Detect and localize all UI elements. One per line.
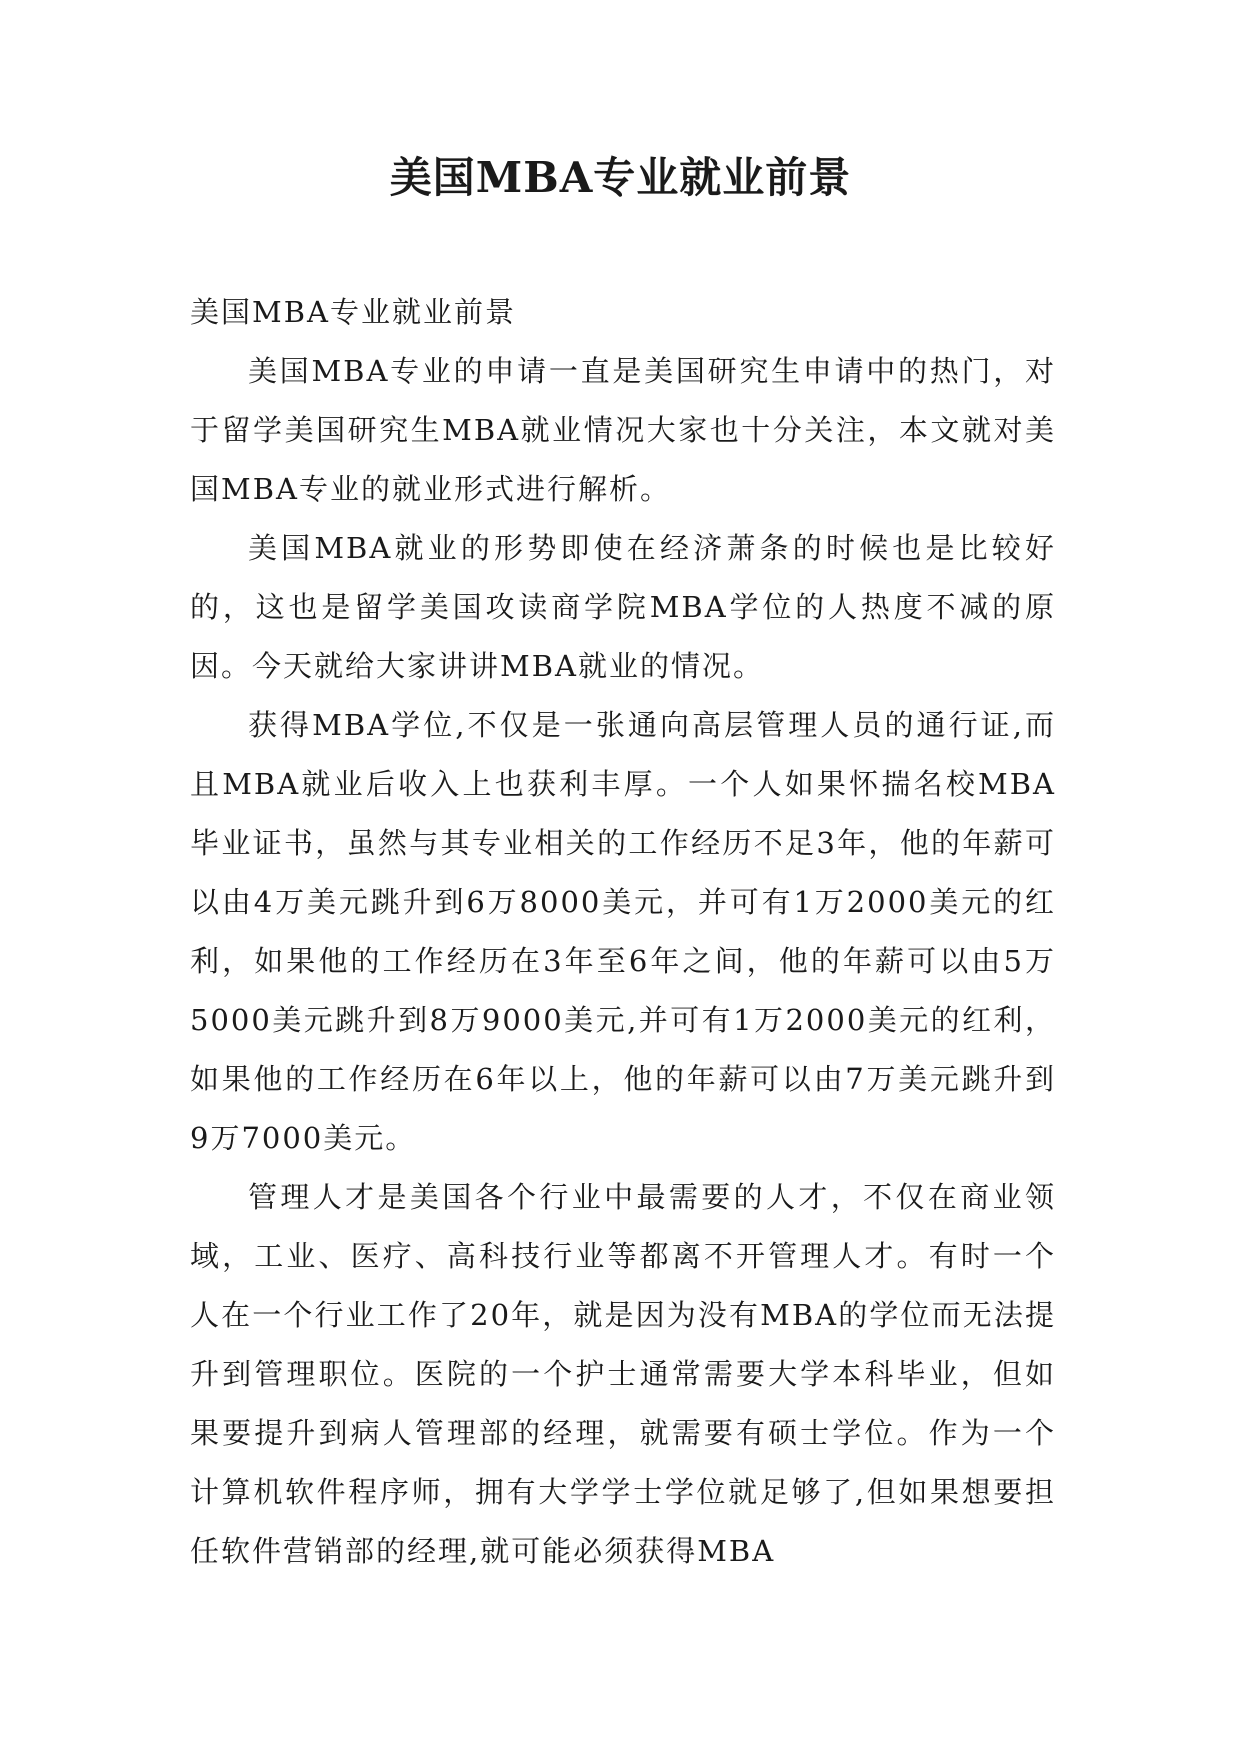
- document-subtitle: 美国MBA专业就业前景: [190, 295, 516, 329]
- body-paragraph: 美国MBA专业的申请一直是美国研究生申请中的热门，对于留学美国研究生MBA就业情况大家也十分关注，本文就对美国MBA专业的就业形式进行解析。: [190, 354, 1056, 506]
- document-title: 美国MBA专业就业前景: [389, 153, 852, 202]
- body-paragraph: 获得MBA学位,不仅是一张通向高层管理人员的通行证,而且MBA就业后收入上也获利丰厚。一个人如果怀揣名校MBA毕业证书，虽然与其专业相关的工作经历不足3年，他的年薪可以由4万美元跳升到6万8000美元，并可有1万2000美元的红利，如果他的工作经历在3年至6年之间，他的年薪可以由5万5000美元跳升到8万9000美元,并可有1万2000美元的红利，如果他的工作经历在6年以上，他的年薪可以由7万美元跳升到9万7000美元。: [190, 708, 1056, 1155]
- body-paragraph: 美国MBA就业的形势即使在经济萧条的时候也是比较好的，这也是留学美国攻读商学院MBA学位的人热度不减的原因。今天就给大家讲讲MBA就业的情况。: [190, 531, 1056, 683]
- body-paragraph: 管理人才是美国各个行业中最需要的人才，不仅在商业领域，工业、医疗、高科技行业等都离不开管理人才。有时一个人在一个行业工作了20年，就是因为没有MBA的学位而无法提升到管理职位。医院的一个护士通常需要大学本科毕业，但如果要提升到病人管理部的经理，就需要有硕士学位。作为一个计算机软件程序师，拥有大学学士学位就足够了,但如果想要担任软件营销部的经理,就可能必须获得MBA: [190, 1180, 1056, 1568]
- document-body: [190, 283, 1056, 1581]
